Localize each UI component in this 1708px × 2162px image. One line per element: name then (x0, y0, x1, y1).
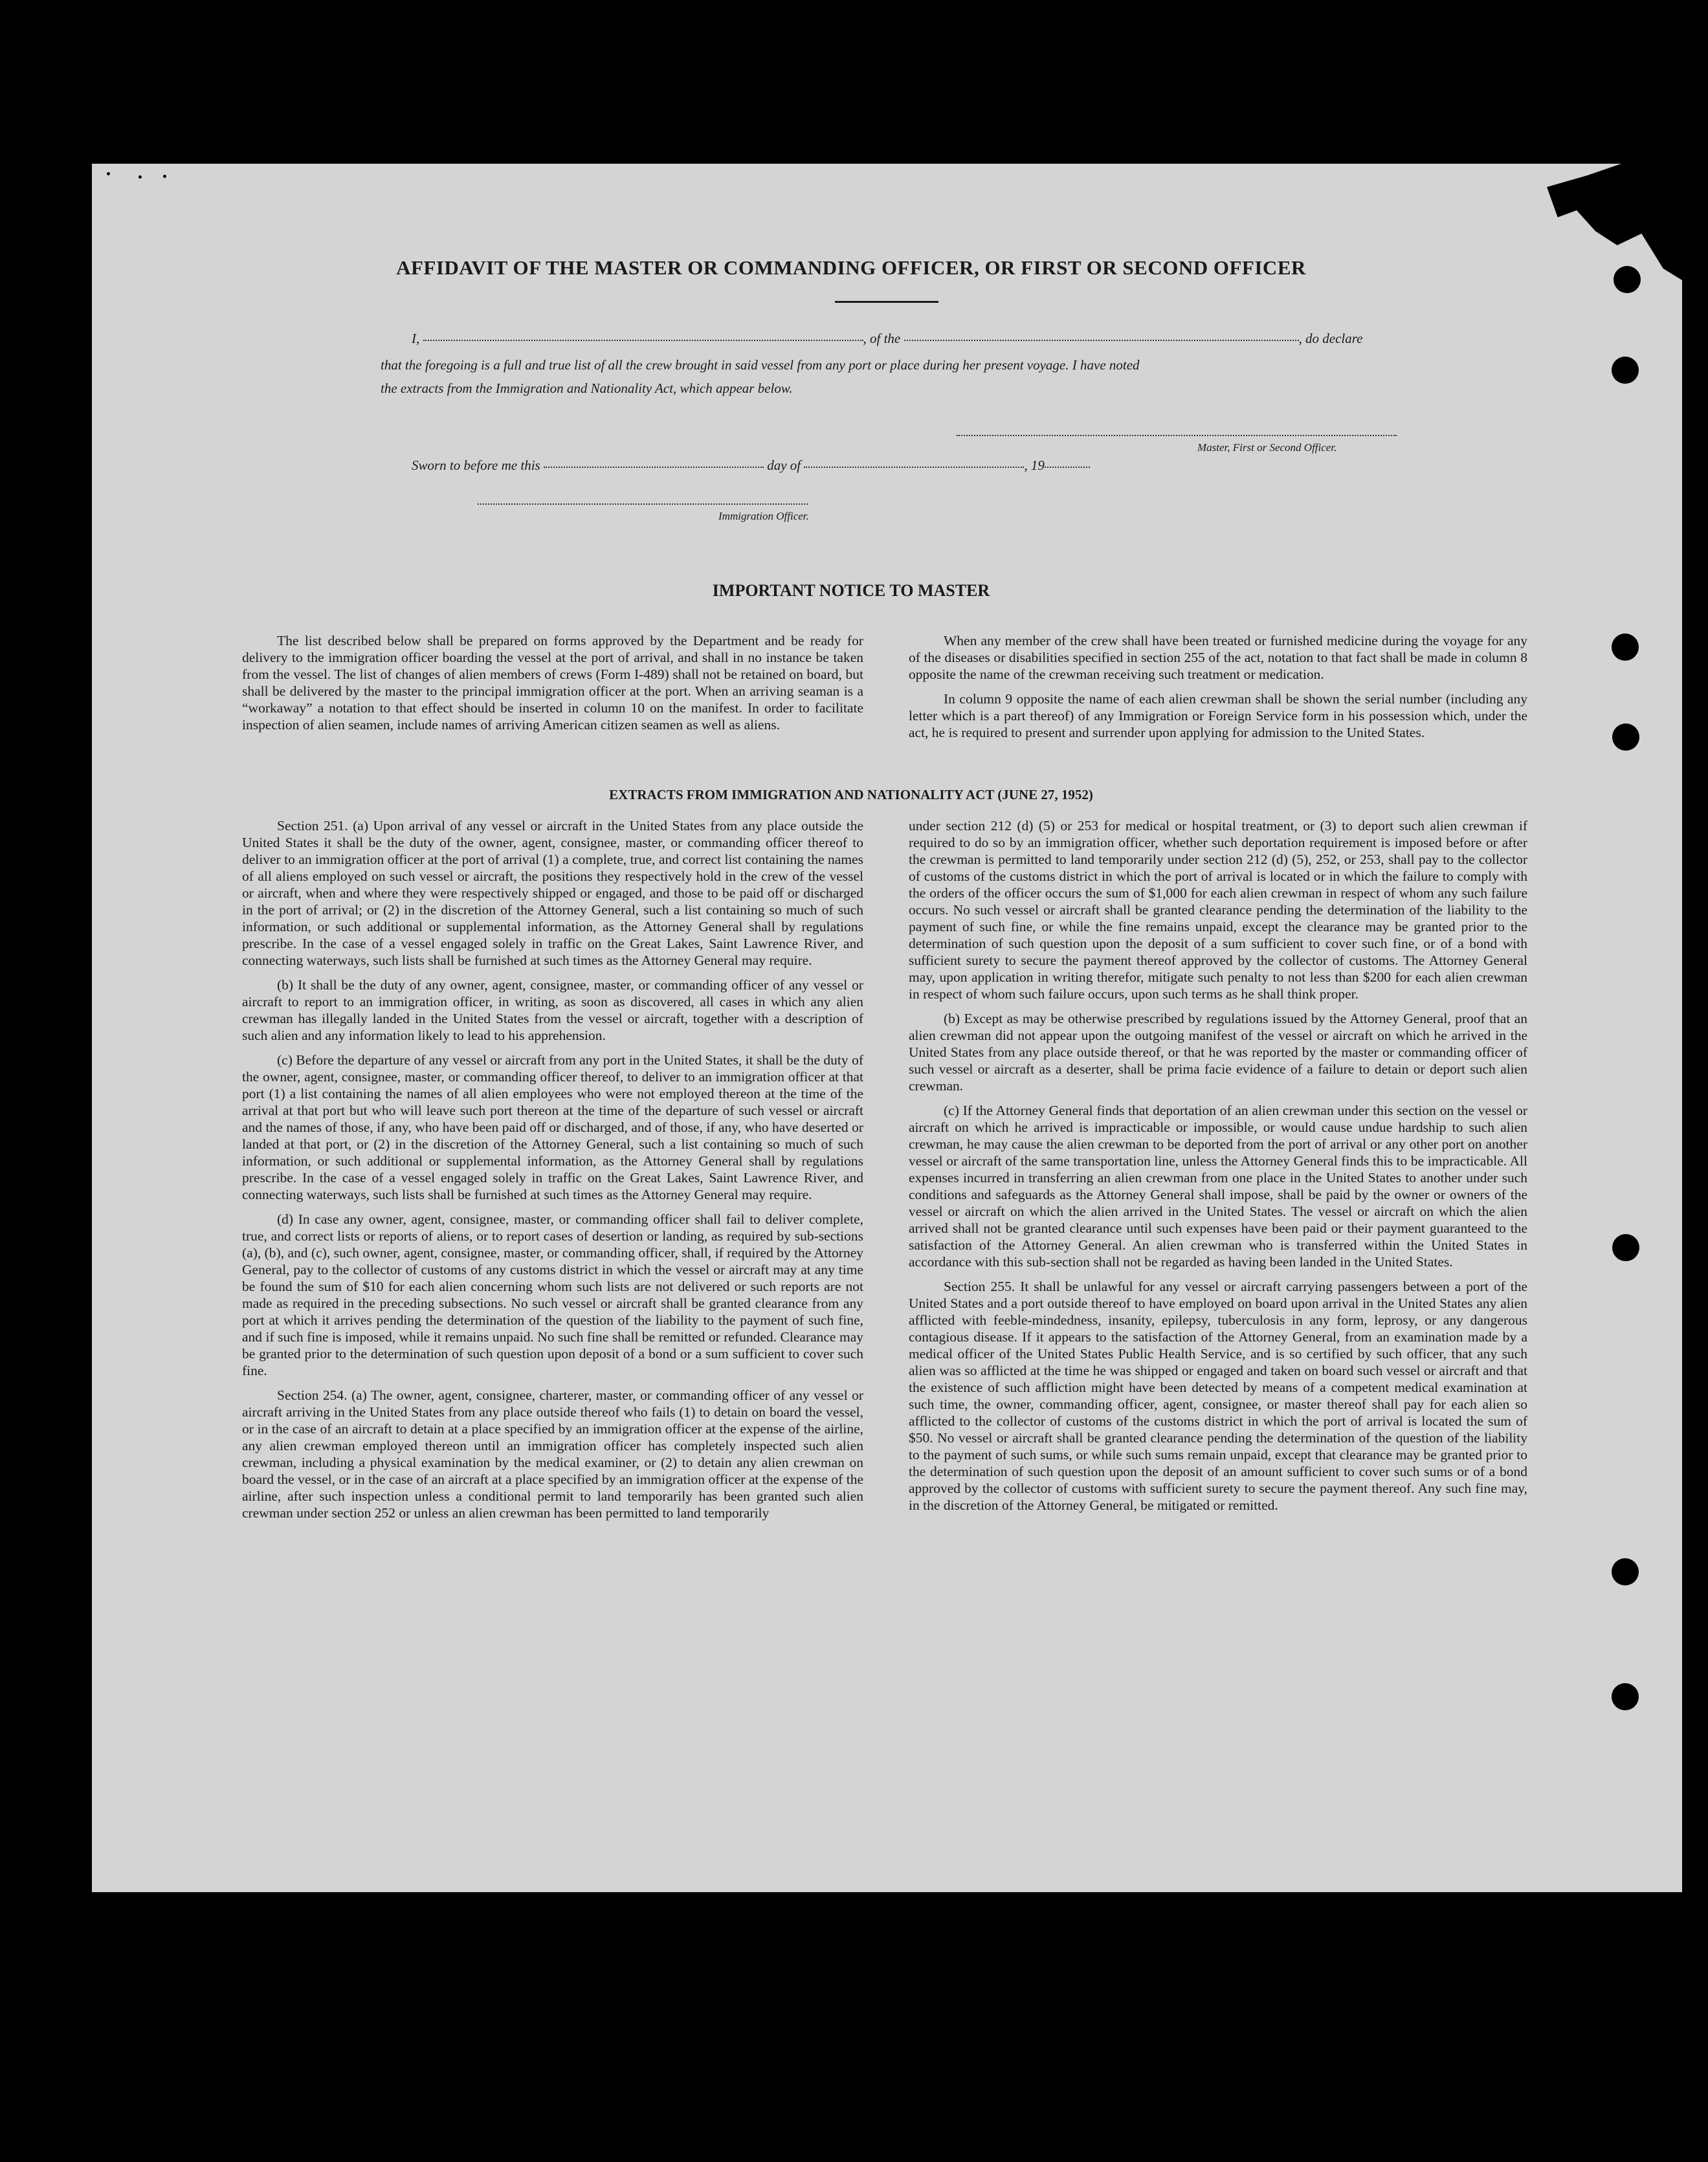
sworn-month-blank[interactable] (804, 467, 1024, 468)
punch-hole (1614, 266, 1641, 293)
punch-hole (1612, 1558, 1639, 1585)
label-of-the: , of the (863, 331, 901, 346)
affidavit-line-3: the extracts from the Immigration and Nationality Act, which appear below. (381, 381, 793, 396)
speck (107, 172, 110, 175)
section-254-b: (b) Except as may be otherwise prescribed by regulations issued by the Attorney General, proof that an alien crewman did not appear upon the outgoing manifest of the vessel or aircraft on which he arrived in the United States from any place outside thereof, or that he was reported by the master or commanding officer of such vessel or aircraft as a deserter, shall be prima facie evidence of a failure to detain or deport such alien crewman. (909, 1011, 1527, 1094)
section-251-d: (d) In case any owner, agent, consignee, master, or commanding officer shall fail to deliver complete, true, and correct lists or reports of aliens, or to report cases of desertion or landing, as required by sub-sections (a), (b), and (c), such owner, agent, consignee, master, or commanding officer, shall, if required by the Attorney General, pay to the collector of customs of any customs district in which the vessel or aircraft may at any time be found the sum of $10 for each alien concerning whom such lists are not delivered or such reports are not made as required in the preceding subsections. No such vessel or aircraft shall be granted clearance from any port at which it arrives pending the determination of the question of the liability to the payment of such fine, and if such fine is imposed, while it remains unpaid. No such fine shall be remitted or refunded. Clearance may be granted prior to the determination of such question upon deposit of a bond or a sum sufficient to cover such fine. (242, 1211, 863, 1378)
officer-signature-label: Immigration Officer. (718, 510, 809, 522)
title-rule (835, 301, 938, 303)
punch-hole (1612, 1683, 1639, 1710)
notice-right-paragraph-2: In column 9 opposite the name of each alien crewman shall be shown the serial number (including any letter which is a part thereof) of any Immigration or Foreign Service form in his possession which, under the act, he is required to present and surrender upon applying for admission to the United States. (909, 691, 1527, 740)
sworn-day-blank[interactable] (544, 467, 764, 468)
extracts-heading: EXTRACTS FROM IMMIGRATION AND NATIONALITY ACT (JUNE 27, 1952) (609, 787, 1093, 802)
affidavit-title: AFFIDAVIT OF THE MASTER OR COMMANDING OFFICER, OR FIRST OR SECOND OFFICER (396, 256, 1306, 279)
sworn-year-blank[interactable] (1045, 467, 1090, 468)
section-255: Section 255. It shall be unlawful for any vessel or aircraft carrying passengers between a port of the United States and a port outside thereof to have employed on board upon arrival in the United States any alien afflicted with feeble-mindedness, insanity, epilepsy, tuberculosis in any form, leprosy, or any dangerous contagious disease. If it appears to the satisfaction of the Attorney General, from an examination made by a medical officer of the United States Public Health Service, and is so certified by such officer, that any such alien was so afflicted at the time he was shipped or engaged and taken on board such vessel or aircraft and that the existence of such affliction might have been detected by means of a competent medical examination at such time, the owner, commanding officer, agent, consignee, or master thereof shall pay for each alien so afflicted to the collector of customs of the customs district in which the port of arrival is located the sum of $50. No vessel or aircraft shall be granted clearance pending the determination of the question of the liability to the payment of such sums, or while such sums remain unpaid, except that clearance may be granted prior to the determination of such question upon the deposit of an amount sufficient to cover such sums or of a bond approved by the collector of customs with sufficient surety to secure the payment thereof. Any such fine may, in the discretion of the Attorney General, be mitigated or remitted. (909, 1279, 1527, 1513)
punch-hole (1612, 634, 1639, 661)
speck (139, 175, 142, 179)
speck (163, 175, 166, 178)
label-declare: , do declare (1298, 331, 1363, 346)
label-sworn: Sworn to before me this (412, 458, 540, 473)
notice-right-paragraph-1: When any member of the crew shall have been treated or furnished medicine during the voyage for any of the diseases or disabilities specified in section 255 of the act, notation to that fact shall be made in column 8 opposite the name of the crewman receiving such treatment or medication. (909, 633, 1527, 682)
affidavit-line-1 (412, 331, 1362, 347)
master-signature-line[interactable] (957, 435, 1397, 436)
notice-heading: IMPORTANT NOTICE TO MASTER (712, 581, 990, 600)
label-day-of: day of (767, 458, 801, 473)
officer-signature-line[interactable] (478, 503, 808, 505)
section-251-a: Section 251. (a) Upon arrival of any vessel or aircraft in the United States from any place outside the United States it shall be the duty of the owner, agent, consignee, master, or commanding officer thereof to deliver to an immigration officer at the port of arrival (1) a complete, true, and correct list containing the names of all aliens employed on such vessel or aircraft, the positions they respectively hold in the crew of the vessel or aircraft, when and where they were respectively shipped or engaged, and those to be paid off or discharged in the port of arrival; or (2) in the discretion of the Attorney General, such a list containing so much of such information, or such additional or supplemental information, as the Attorney General shall by regulations prescribe. In the case of a vessel engaged solely in traffic on the Great Lakes, Saint Lawrence River, and connecting waterways, such lists shall be furnished at such times as the Attorney General may require. (242, 818, 863, 968)
label-i: I, (412, 331, 420, 346)
section-251-c: (c) Before the departure of any vessel or aircraft from any port in the United States, it shall be the duty of the owner, agent, consignee, master, or commanding officer thereof, to deliver to an immigration officer at that port (1) a list containing the names of all alien employees who were not employed thereon at the time of the arrival at that port but who will leave such port thereon at the time of the departure of such vessel or aircraft and the names of those, if any, who have been paid off or discharged, and of those, if any, who have deserted or landed at that port, or (2) in the discretion of the Attorney General, such a list containing so much of such information, or such additional or supplemental information, as the Attorney General shall by regulations prescribe. In the case of a vessel engaged solely in traffic on the Great Lakes, Saint Lawrence River, and connecting waterways, such lists shall be furnished at such times as the Attorney General may require. (242, 1052, 863, 1202)
section-254-a: Section 254. (a) The owner, agent, consignee, charterer, master, or commanding officer of any vessel or aircraft arriving in the United States from any place outside thereof who fails (1) to detain on board the vessel, or in the case of an aircraft to detain at a place specified by an immigration officer at the expense of the airline, any alien crewman employed thereon until an immigration officer has completely inspected such alien crewman, including a physical examination by the medical examiner, or (2) to detain any alien crewman on board the vessel, or in the case of an aircraft at a place specified by an immigration officer at the expense of the airline, after such inspection unless a conditional permit to land temporarily has been granted such alien crewman under section 252 or unless an alien crewman has been permitted to land temporarily (242, 1387, 863, 1521)
master-signature-label: Master, First or Second Officer. (1197, 441, 1337, 454)
notice-left (242, 632, 863, 733)
extracts-left-column (242, 817, 863, 1521)
vessel-blank[interactable] (904, 340, 1299, 341)
section-254-c: (c) If the Attorney General finds that deportation of an alien crewman under this section on the vessel or aircraft on which he arrived is impracticable or impossible, or would cause undue hardship to such alien crewman, he may cause the alien crewman to be deported from the port of arrival or any other port on another vessel or aircraft of the same transportation line, unless the Attorney General finds this to be impracticable. All expenses incurred in transferring an alien crewman from one place in the United States to another under such conditions and safeguards as the Attorney General shall impose, shall be paid by the owner or owners of the vessel or aircraft on which the alien arrived in the United States. The vessel or aircraft on which the alien arrived shall not be granted clearance until such expenses have been paid or their payment guaranteed to the satisfaction of the Attorney General. An alien crewman who is transferred within the United States in accordance with this sub-section shall not be regarded as having been landed in the United States. (909, 1103, 1527, 1270)
notice-left-paragraph: The list described below shall be prepared on forms approved by the Department and be ready for delivery to the immigration officer boarding the vessel at the port of arrival, and shall in no instance be taken from the vessel. The list of changes of alien members of crews (Form I-489) shall not be retained on board, but shall be delivered by the master to the principal immigration officer at the port. When an arriving seaman is a “workaway” a notation to that effect should be inserted in column 10 on the manifest. In order to facilitate inspection of alien seamen, include names of arriving American citizen seamen as well as aliens. (242, 633, 863, 733)
section-254-a-cont: under section 212 (d) (5) or 253 for medical or hospital treatment, or (3) to deport such alien crewman if required to do so by an immigration officer, whether such deportation requirement is imposed before or after the crewman is permitted to land temporarily under section 212 (d) (5), 252, or 253, shall pay to the collector of customs of the customs district in which the port of arrival is located or in which the failure to comply with the orders of the officer occurs the sum of $1,000 for each alien crewman in respect of whom any such failure occurs. No such vessel or aircraft shall be granted clearance pending the determination of the liability to the payment of such fine, or while the fine remains unpaid, except the clearance may be granted prior to the determination of such question upon the deposit of a sum sufficient to cover such fine, or of a bond with sufficient surety to secure the payment thereof approved by the collector of customs. The Attorney General may, upon application in writing therefor, mitigate such penalty to not less than $200 for each alien crewman in respect of whom such failure occurs, upon such terms as he shall think proper. (909, 818, 1527, 1002)
punch-hole (1612, 1234, 1639, 1261)
punch-hole (1612, 723, 1639, 751)
label-year: , 19 (1024, 458, 1045, 473)
name-blank[interactable] (423, 340, 863, 341)
sworn-line (412, 458, 1090, 474)
punch-hole (1612, 357, 1639, 384)
section-251-b: (b) It shall be the duty of any owner, agent, consignee, master, or commanding officer of any vessel or aircraft to report to an immigration officer, in writing, as soon as discovered, all cases in which any alien crewman has illegally landed in the United States from the vessel or aircraft, together with a description of such alien and any information likely to lead to his apprehension. (242, 977, 863, 1043)
notice-right (909, 632, 1527, 741)
extracts-right-column (909, 817, 1527, 1514)
affidavit-line-2: that the foregoing is a full and true list of all the crew brought in said vessel from any port or place during her present voyage. I have noted (381, 357, 1140, 373)
